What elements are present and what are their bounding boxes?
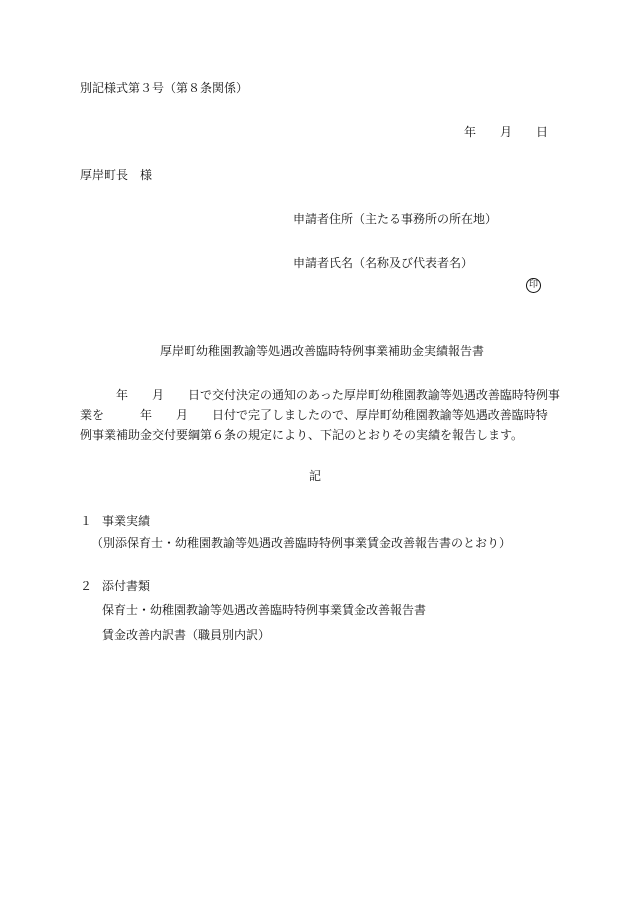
section-number: ２ (80, 579, 93, 593)
ki-heading: 記 (309, 469, 322, 483)
date-month-label: 月 (500, 125, 513, 139)
body-text: 例事業補助金交付要綱第６条の規定により、下記のとおりその実績を報告します。 (80, 428, 524, 442)
body-line-1 (80, 388, 560, 408)
date-year-label: 年 (464, 125, 477, 139)
date-day-label: 日 (536, 125, 549, 139)
body-line-3 (80, 428, 540, 448)
body-month-label: 月 (152, 388, 165, 402)
section-number: １ (80, 514, 93, 528)
body-text: 日で交付決定の通知のあった厚岸町幼稚園教諭等処遇改善臨時特例事 (188, 388, 560, 402)
attachment-item: 保育士・幼稚園教諭等処遇改善臨時特例事業賃金改善報告書 (102, 603, 427, 617)
seal-mark: 印 (526, 278, 541, 293)
body-year-label: 年 (140, 408, 153, 422)
body-line-2 (80, 408, 548, 428)
attachment-item: 賃金改善内訳書（職員別内訳） (102, 628, 271, 642)
body-text: 業を (80, 408, 105, 422)
report-title: 厚岸町幼稚園教諭等処遇改善臨時特例事業補助金実績報告書 (160, 344, 485, 358)
recipient: 厚岸町長 様 (80, 168, 153, 182)
applicant-name-label: 申請者氏名（名称及び代表者名） (293, 256, 474, 270)
section-2-heading (80, 580, 150, 592)
body-month-label: 月 (176, 408, 189, 422)
section-title: 添付書類 (102, 579, 151, 593)
section-1-body: （別添保育士・幼稚園教諭等処遇改善臨時特例事業賃金改善報告書のとおり） (91, 536, 512, 550)
report-body (80, 388, 560, 448)
section-1-heading (80, 515, 150, 527)
section-title: 事業実績 (102, 514, 151, 528)
date-line (464, 126, 548, 138)
form-number: 別記様式第３号（第８条関係） (80, 81, 249, 95)
body-year-label: 年 (116, 388, 129, 402)
applicant-address-label: 申請者住所（主たる事務所の所在地） (293, 212, 498, 226)
body-text: 日付で完了しましたので、厚岸町幼稚園教諭等処遇改善臨時特 (212, 408, 548, 422)
